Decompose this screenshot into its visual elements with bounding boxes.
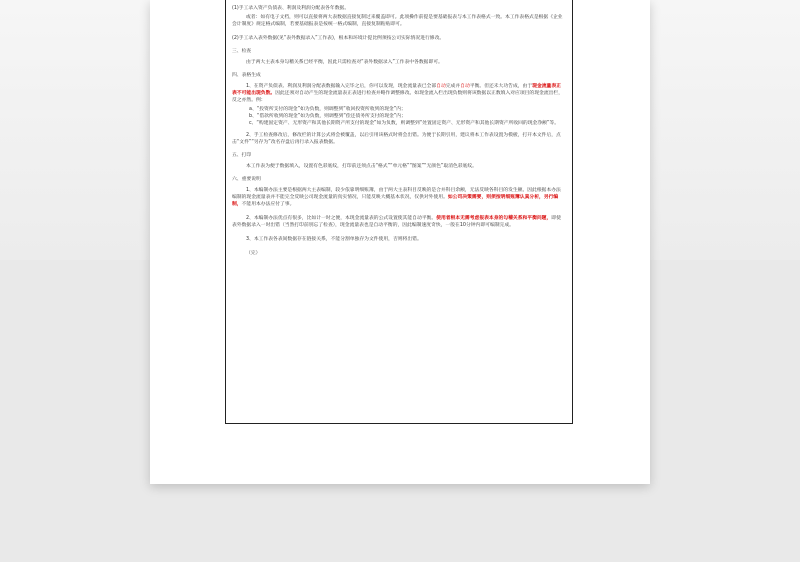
text-run: 完成并 [445, 84, 461, 89]
section4-item-b: b、“借款所收到的现金”如为负数，则调整到“偿还债务所支付的现金”内； [249, 114, 406, 119]
section4-heading: 四、表格生成 [232, 73, 261, 78]
text-run: 平衡。但还未大功告成，由于 [469, 84, 533, 89]
document-frame [225, 0, 573, 424]
section1-item2: (2)手工录入表外数据(见“表外数据录入”工作表)，根本和环境计提比例须按公司实际情况进行修改。 [232, 36, 445, 41]
section6-para2 [232, 215, 564, 229]
highlight-run: 自动 [436, 84, 446, 89]
section6-para1 [232, 187, 564, 208]
highlight-run: 现金流量表正表不可能出现负数。 [232, 84, 561, 96]
text-run: 2、本编制办法优点有很多，比如计一时之便，本现金流量表的公式设置使其能自动平衡。 [246, 216, 437, 221]
section1-note: 或者：如有电子文档，则可以直接将两大表数据直接复制过来覆盖即可。此项操作前提是要基础报表与本工作表格式一致。本工作表格式是根据《企业会计制度》规定格式编制，若要基础报表是按统一格式编制，直接复制粘贴即可。 [232, 15, 563, 27]
text-run: 1、在资产负债表、利润及利润分配表数据输入完毕之后，你可以发现，现金流量表已全部 [246, 84, 437, 89]
section6-heading: 六、重要说明 [232, 177, 261, 182]
section4-item-a: a、“投资所支付的现金”如为负数，则调整到“收回投资所收到的现金”内； [249, 107, 406, 112]
section4-para1 [232, 83, 564, 104]
highlight-run: 自动 [460, 84, 470, 89]
highlight-run: 使用者根本无需考虑报表本身的勾稽关系和平衡问题， [436, 216, 552, 221]
text-run: 1、本编制办法主要是根据两大主表编制，较少依靠明细账簿，由于两大主表科目反映的是合并科目余额，无法反映各科目的发生额。因此根据本办法编制的现金流量表并不能完全反映公司现金流量的真实情况，只能反映大概基本状况，仅供对外使用。 [232, 188, 561, 200]
section3-text: 由于两大主表本身勾稽关系已经平衡，因此只需检查对“表外数据录入”工作表中各数据即可。 [246, 60, 443, 65]
section5-text: 本工作表为便于数据填入，设置有色彩底纹，打印前还须点击“格式”“单元格”“图案”“无颜色”取消色彩底纹。 [246, 164, 477, 169]
end-mark: （完） [246, 251, 261, 256]
text-run: 不能用本办法应付了事。 [241, 202, 295, 207]
text-run: 即使表外数据录入一时出错（当然打印前别忘了检查），现金流量表也是自动平衡的，因此编制速度奇快，一般在10分钟内即可编制完成。 [232, 216, 561, 228]
text-run: 因此还须对自动产生的现金流量表正表进行检查并略作调整修改。如现金流入栏出现负数则将该数据以正数填入对应项目的现金流出栏，反之亦然。例： [232, 91, 564, 103]
section1-item1: (1)手工录入资产负债表、利润及利润分配表各年数据。 [232, 6, 350, 11]
section5-heading: 五、打印 [232, 153, 252, 158]
section4-para2: 2、手工检查修改后，修改栏的计算公式将会被覆盖，以后引用该格式时将会出错。为便于长期引用，建议将本工作表设置为模板，打开本文件后，点击“文件”“另存为”改名存盘后再行录入报表数据。 [232, 133, 561, 145]
section4-item-c: c、“购建固定资产、无形资产和其他长期资产所支付的现金”如为负数，则调整到“处置固定资产、无形资产和其他长期资产所收回的现金净额”等。 [249, 121, 559, 126]
section6-para3: 3、本工作表各表间数据存在链接关系，不能分割单独存为文件使用，否则将出错。 [246, 237, 422, 242]
highlight-run: 如公司决策需要，则须按明细账簿认真分析，另行编制， [232, 195, 559, 207]
section3-heading: 三、检查 [232, 49, 252, 54]
